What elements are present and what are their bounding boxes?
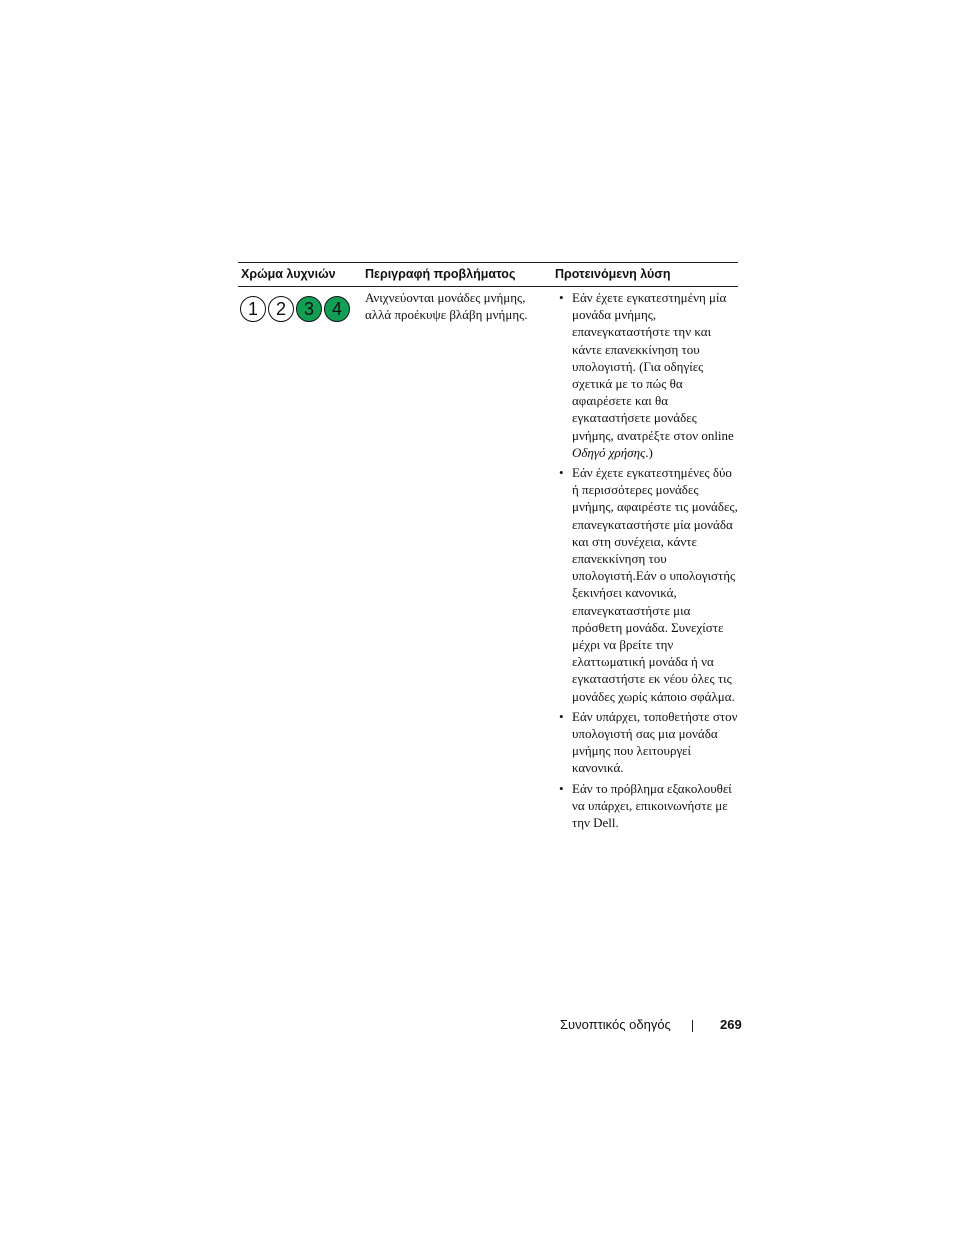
bullet-icon: •: [559, 465, 564, 481]
solution-list: [556, 289, 741, 834]
solution-item: [556, 780, 741, 832]
footer-title: Συνοπτικός οδηγός: [560, 1017, 671, 1032]
bullet-icon: •: [559, 290, 564, 305]
page-footer: [0, 1016, 954, 1036]
solution-item: [556, 289, 741, 461]
page-number: 269: [720, 1017, 742, 1032]
diagnostic-light-2-icon: 2: [268, 296, 294, 322]
diagnostic-lights-pattern: [240, 296, 352, 322]
bullet-icon: •: [559, 780, 564, 796]
solution-text: Εάν έχετε εγκατεστημένες δύο ή περισσότερες μονάδες μνήμης, αφαιρέστε τις μονάδες, επανεγκαταστήστε μία μονάδα και στη συνέχεια, κάντε επανεκκίνηση του υπολογιστή.Εάν ο υπολογιστής ξεκινήσει κανονικά, επανεγκαταστήστε μια πρόσθετη μονάδα. Συνεχίστε μέχρι να βρείτε την ελαττωματική μονάδα ή να εγκαταστήστε εκ νέου όλες τις μονάδες χωρίς κάποιο σφάλμα.: [572, 465, 738, 704]
solution-tail-text: .): [645, 444, 653, 460]
solution-item: [556, 708, 741, 777]
bullet-icon: •: [559, 708, 564, 724]
solution-text: Εάν υπάρχει, τοποθετήστε στον υπολογιστή σας μια μονάδα μνήμης που λειτουργεί κανονικά.: [572, 708, 738, 776]
table-top-rule: [238, 262, 738, 263]
diagnostic-light-4-icon: 4: [324, 296, 350, 322]
diagnostic-light-3-icon: 3: [296, 296, 322, 322]
footer-separator: [692, 1020, 693, 1032]
problem-description: Ανιχνεύονται μονάδες μνήμης, αλλά προέκυψε βλάβη μνήμης.: [365, 290, 528, 323]
solution-text: Εάν το πρόβλημα εξακολουθεί να υπάρχει, επικοινωνήστε με την Dell.: [572, 780, 732, 831]
diagnostic-light-1-icon: 1: [240, 296, 266, 322]
header-problem-description: Περιγραφή προβλήματος: [365, 267, 516, 281]
header-suggested-solution: Προτεινόμενη λύση: [555, 267, 671, 281]
solution-italic-text: Οδηγό χρήσης: [572, 444, 646, 460]
solution-item: [556, 464, 741, 705]
solution-text: Εάν έχετε εγκατεστημένη μία μονάδα μνήμης, επανεγκαταστήστε την και κάντε επανεκκίνηση του υπολογιστή. (Για οδηγίες σχετικά με το πώς θα αφαιρέσετε και θα εγκαταστήσετε μονάδες μνήμης, ανατρέξτε στον online: [572, 290, 734, 443]
header-bottom-rule: [238, 286, 738, 287]
header-light-color: Χρώμα λυχνιών: [241, 267, 336, 281]
